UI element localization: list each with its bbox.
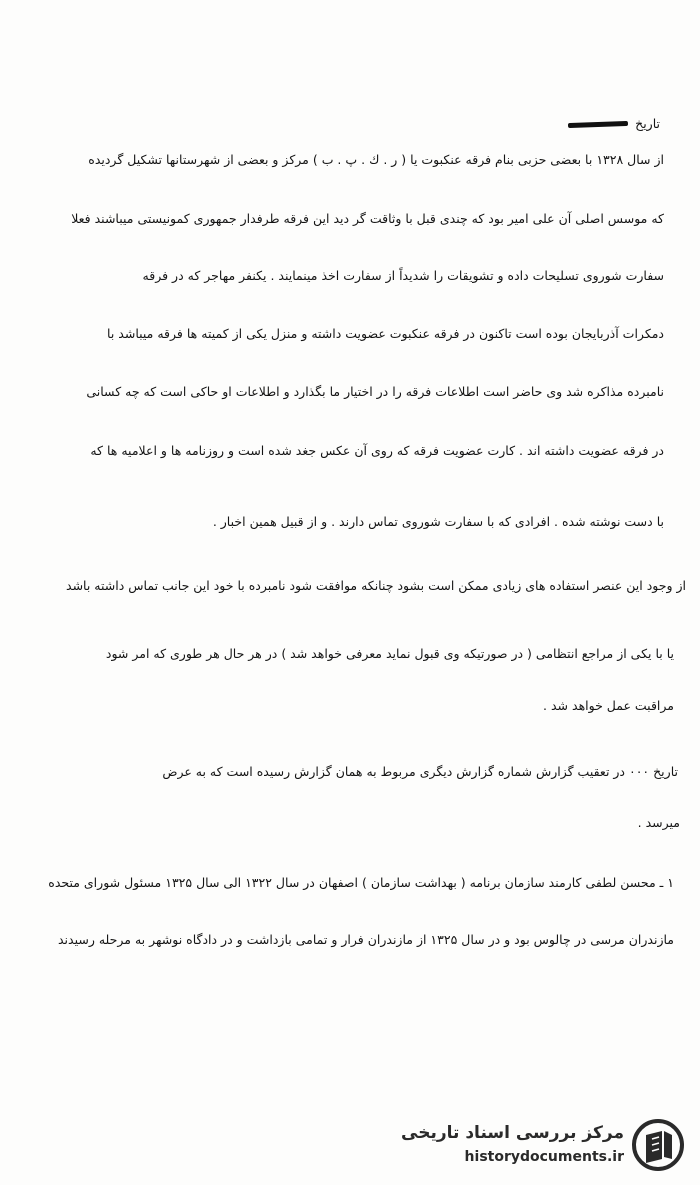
text-line-13: مازندران مرسی در چالوس بود و در سال ۱۳۲۵ از مازندران فرار و تمامی بازداشت و در دادگاه نوشهر به مرحله رسیدند <box>57 932 674 947</box>
redaction-mark <box>568 121 628 128</box>
text-line-7: با دست نوشته شده . افرادی که با سفارت شوروی تماس دارند . و از قبیل همین اخبار . <box>212 514 664 529</box>
watermark-title: مرکز بررسی اسناد تاریخی <box>401 1123 624 1143</box>
date-heading: تاریخ <box>565 116 660 131</box>
text-line-5: نامبرده مذاکره شد وی حاضر است اطلاعات فرقه را در اختیار ما بگذارد و اطلاعات او حاکی است که چه کسانی <box>86 384 664 399</box>
text-line-2: که موسس اصلی آن علی امیر بود که چندی قبل با وثاقت گر دید این فرقه طرفدار جمهوری کمونیستی میباشند فعلا <box>71 211 664 226</box>
text-line-4: دمکرات آذربایجان بوده است تاکنون در فرقه عنکبوت عضویت داشته و منزل یکی از کمیته ها فرقه میباشد با <box>107 326 664 341</box>
text-line-10: مراقبت عمل خواهد شد . <box>543 698 674 713</box>
second-date-line: تاریخ ۰۰۰ در تعقیب گزارش شماره گزارش دیگری مربوط به همان گزارش رسیده است که به عرض <box>162 764 678 779</box>
text-line-11: میرسد . <box>637 815 680 830</box>
text-line-8: از وجود این عنصر استفاده های زیادی ممکن است بشود چنانکه موافقت شود نامبرده با خود این جانب تماس داشته باشد <box>66 578 686 593</box>
text-line-6: در فرقه عضویت داشته اند . کارت عضویت فرقه که روی آن عکس جغد شده است و روزنامه ها و اعلامیه ها که <box>90 443 664 458</box>
text-line-3: سفارت شوروی تسلیحات داده و تشویقات را شدیداً از سفارت اخذ مینمایند . یکنفر مهاجر که در فرقه <box>142 268 664 283</box>
text-line-12: ۱ ـ محسن لطفی کارمند سازمان برنامه ( بهداشت سازمان ) اصفهان در سال ۱۳۲۲ الی سال ۱۳۲۵ مسئول شورای متحده <box>48 875 674 890</box>
archive-watermark <box>384 1119 684 1171</box>
watermark-url: historydocuments.ir <box>464 1149 624 1165</box>
text-line-1: از سال ۱۳۲۸ با بعضی حزبی بنام فرقه عنکبوت یا ( ر . ك . پ . ب ) مرکز و بعضی از شهرستانها تشکیل گردیده <box>88 152 664 167</box>
book-fold-logo-icon <box>632 1119 684 1171</box>
text-line-9: یا با یکی از مراجع انتظامی ( در صورتیکه وی قبول نماید معرفی خواهد شد ) در هر حال هر طوری که امر شود <box>105 646 674 661</box>
